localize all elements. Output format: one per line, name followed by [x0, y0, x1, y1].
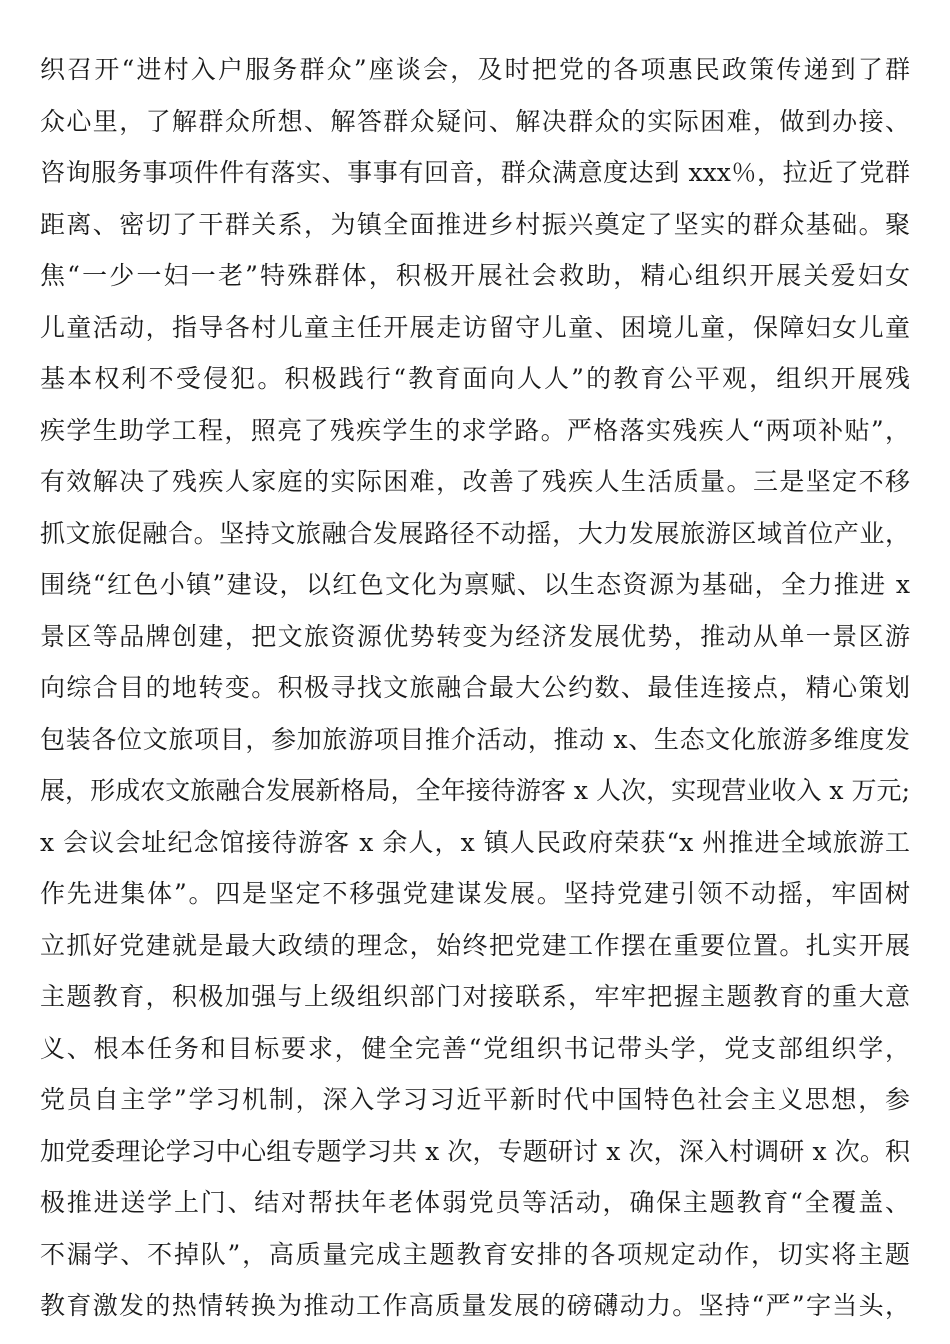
text-line: 抓文旅促融合。坚持文旅融合发展路径不动摇，大力发展旅游区域首位产业， — [40, 518, 910, 548]
text-line: 立抓好党建就是最大政绩的理念，始终把党建工作摆在重要位置。扎实开展 — [40, 930, 910, 960]
text-line: 不漏学、不掉队”，高质量完成主题教育安排的各项规定动作，切实将主题 — [40, 1239, 910, 1269]
text-line: 包装各位文旅项目，参加旅游项目推介活动，推动 x、生态文化旅游多维度发 — [40, 724, 910, 754]
text-line: 向综合目的地转变。积极寻找文旅融合最大公约数、最佳连接点，精心策划 — [40, 673, 910, 702]
text-line: 疾学生助学工程，照亮了残疾学生的求学路。严格落实残疾人“两项补贴”， — [40, 415, 910, 445]
text-line: 围绕“红色小镇”建设，以红色文化为禀赋、以生态资源为基础，全力推进 x — [40, 570, 910, 599]
text-line: 儿童活动，指导各村儿童主任开展走访留守儿童、困境儿童，保障妇女儿童 — [40, 312, 910, 342]
text-line: 党员自主学”学习机制，深入学习习近平新时代中国特色社会主义思想，参 — [40, 1085, 910, 1114]
text-line: 极推进送学上门、结对帮扶年老体弱党员等活动，确保主题教育“全覆盖、 — [40, 1188, 910, 1217]
text-line: 教育激发的热情转换为推动工作高质量发展的磅礴动力。坚持“严”字当头， — [40, 1291, 910, 1320]
text-line: 主题教育，积极加强与上级组织部门对接联系，牢牢把握主题教育的重大意 — [40, 982, 910, 1011]
body-paragraph — [40, 44, 910, 1332]
text-line: 有效解决了残疾人家庭的实际困难，改善了残疾人生活质量。三是坚定不移 — [40, 467, 910, 496]
text-line: 加党委理论学习中心组专题学习共 x 次，专题研讨 x 次，深入村调研 x 次。积 — [40, 1136, 910, 1166]
text-line: 焦“一少一妇一老”特殊群体，积极开展社会救助，精心组织开展关爱妇女 — [40, 261, 910, 290]
text-line: 义、根本任务和目标要求，健全完善“党组织书记带头学，党支部组织学， — [40, 1033, 910, 1063]
text-line: 织召开“进村入户服务群众”座谈会，及时把党的各项惠民政策传递到了群 — [40, 55, 910, 84]
text-line: 基本权利不受侵犯。积极践行“教育面向人人”的教育公平观，组织开展残 — [40, 364, 910, 393]
text-line: 作先进集体”。四是坚定不移强党建谋发展。坚持党建引领不动摇，牢固树 — [40, 879, 910, 908]
text-line: 众心里，了解群众所想、解答群众疑问、解决群众的实际困难，做到办接、 — [40, 106, 910, 136]
text-line: 咨询服务事项件件有落实、事事有回音，群众满意度达到 xxx％，拉近了党群 — [40, 158, 910, 187]
text-line: 展，形成农文旅融合发展新格局，全年接待游客 x 人次，实现营业收入 x 万元; — [40, 776, 910, 805]
text-line: 距离、密切了干群关系，为镇全面推进乡村振兴奠定了坚实的群众基础。聚 — [40, 209, 910, 239]
text-line: 景区等品牌创建，把文旅资源优势转变为经济发展优势，推动从单一景区游 — [40, 621, 910, 651]
text-line: x 会议会址纪念馆接待游客 x 余人，x 镇人民政府荣获“x 州推进全域旅游工 — [40, 827, 910, 857]
